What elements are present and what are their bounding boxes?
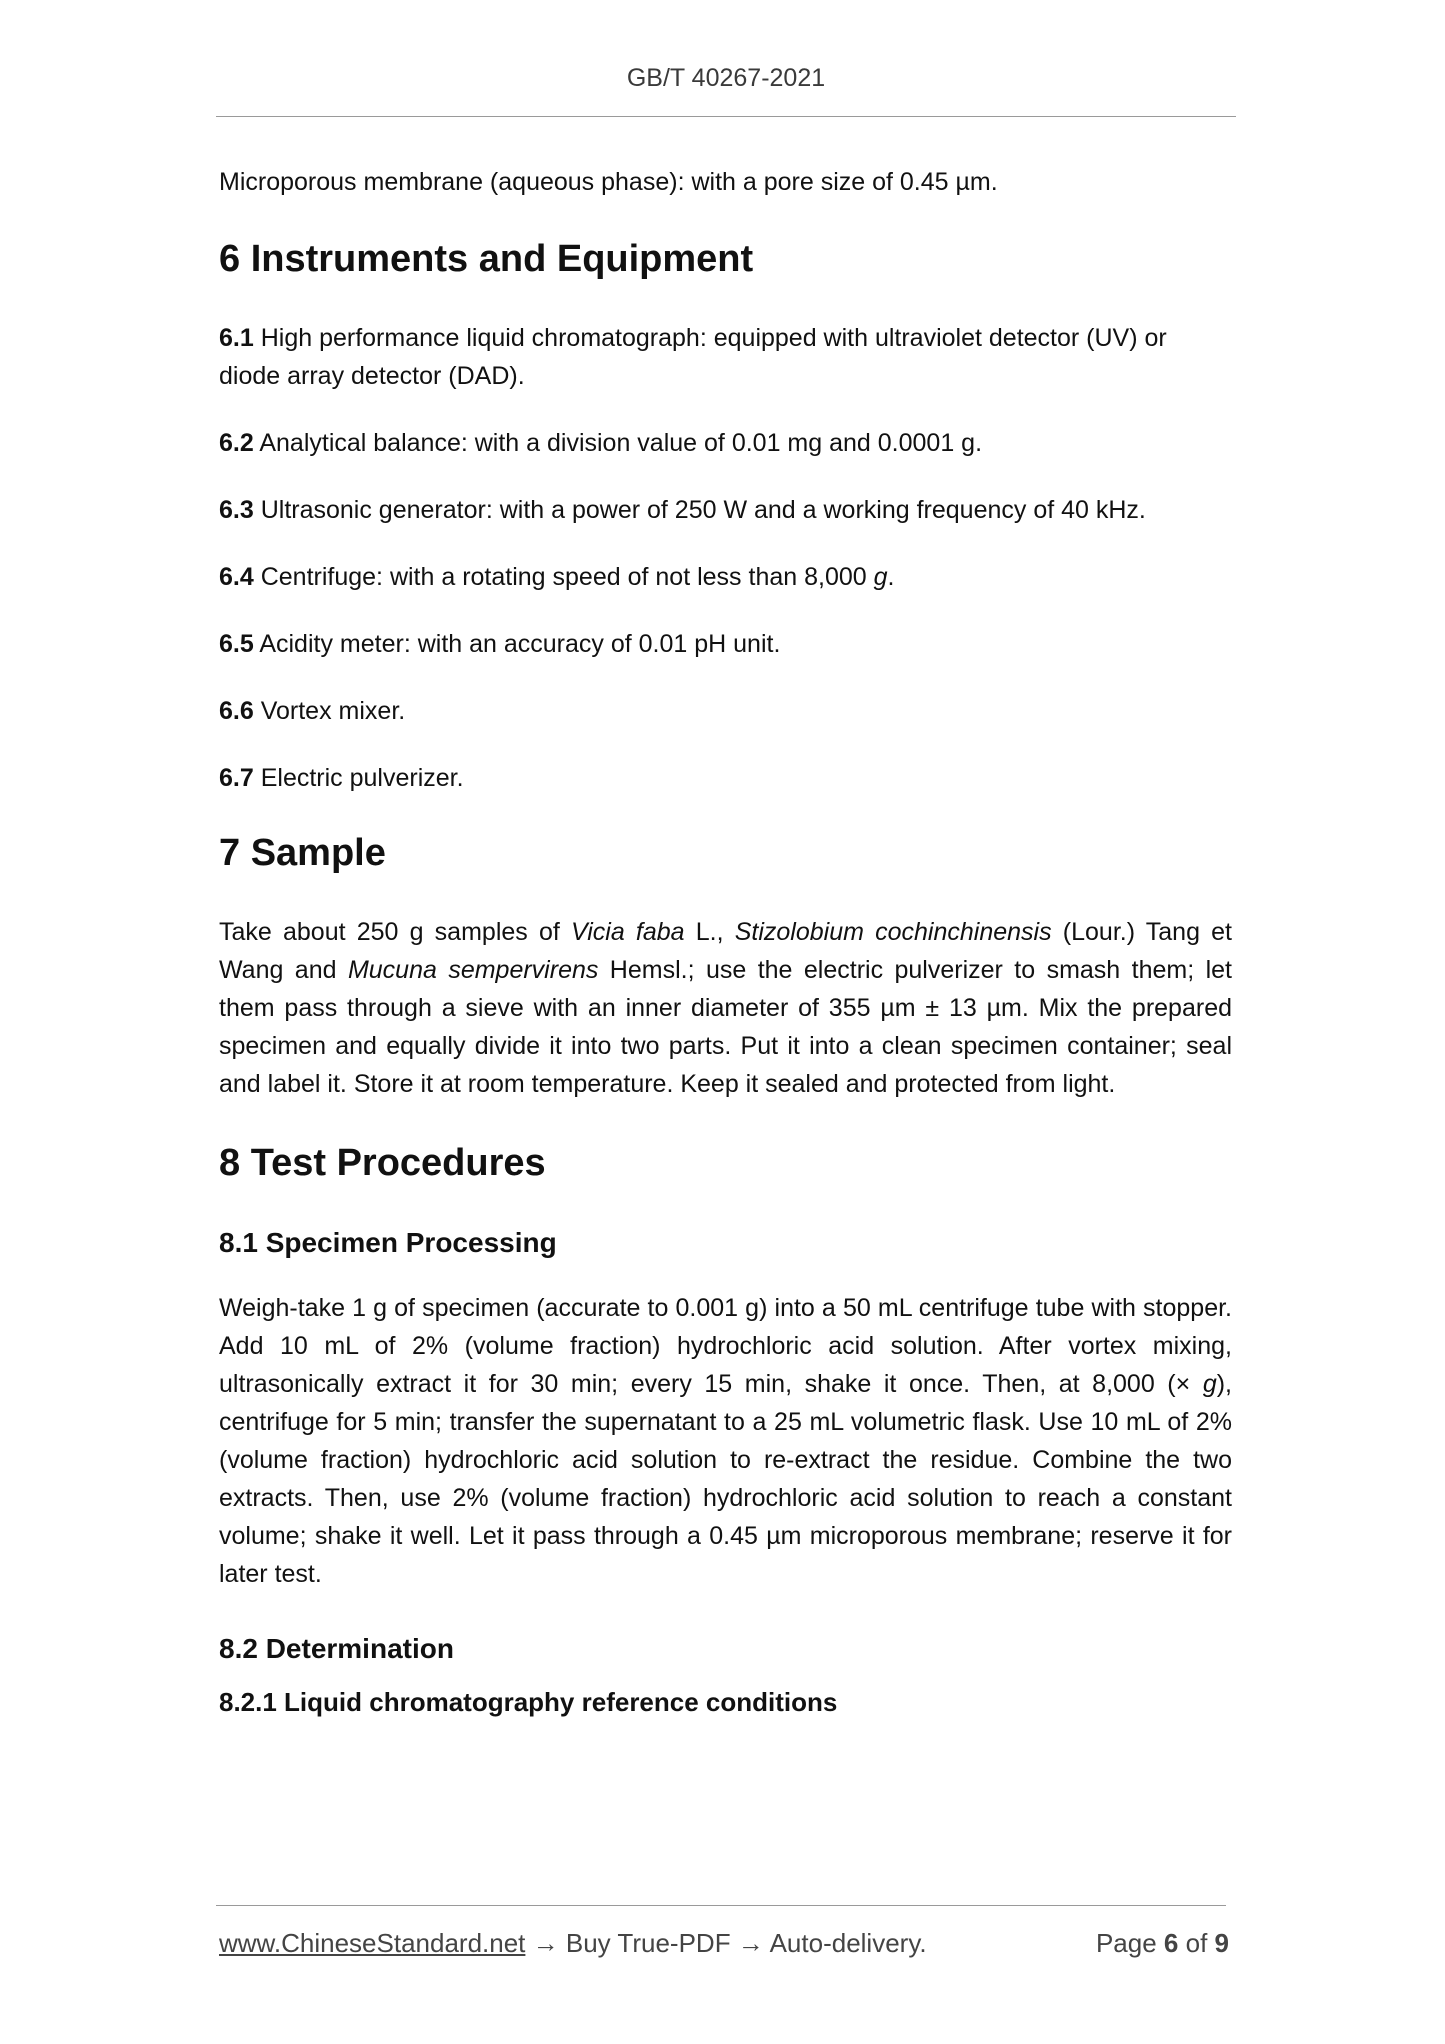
page-label: Page: [1095, 1928, 1157, 1958]
item-number: 6.2: [219, 429, 254, 457]
item-text: Electric pulverizer.: [253, 764, 464, 792]
subsection-8-1-title: 8.1 Specimen Processing: [219, 1227, 557, 1258]
page-indicator: [1096, 1928, 1229, 1959]
text-run: Take about 250 g samples of: [219, 918, 571, 946]
list-item: [219, 625, 1232, 663]
item-number: 6.5: [219, 630, 254, 658]
page-content: [219, 163, 1232, 1721]
species-name: Stizolobium cochinchinensis: [734, 918, 1052, 946]
text-run: Weigh-take 1 g of specimen (accurate to 0.001 g) into a 50 mL centrifuge tube with stopper. Add 10 mL of 2% (volume fraction) hydrochloric acid solution. After vortex mixing, ultrasonically extract it for 30 min; every 15 min, shake it once. Then, at 8,000 (×: [219, 1294, 1232, 1398]
section-8-title: 8 Test Procedures: [219, 1142, 546, 1184]
list-item: [219, 319, 1232, 395]
subsection-8-2-1-title: 8.2.1 Liquid chromatography reference conditions: [219, 1687, 838, 1717]
footer-divider: [216, 1905, 1226, 1906]
item-number: 6.4: [219, 563, 254, 591]
text-run: (Lour.) Tang et Wang and: [219, 918, 1232, 984]
item-text: Analytical balance: with a division value of 0.01 mg and 0.0001 g.: [253, 429, 983, 457]
list-item: [219, 759, 1232, 797]
site-link[interactable]: www.ChineseStandard.net: [219, 1928, 526, 1958]
page-total: 9: [1214, 1928, 1229, 1958]
species-name: Vicia faba: [570, 918, 685, 946]
section-6-title: 6 Instruments and Equipment: [219, 238, 754, 280]
list-item: [219, 491, 1232, 529]
text-run: ), centrifuge for 5 min; transfer the supernatant to a 25 mL volumetric flask. Use 10 mL of 2% (volume fraction) hydrochloric acid solution to re-extract the residue. Combine the two extracts. Then, use 2% (volume fraction) hydrochloric acid solution to reach a constant volume; shake it well. Let it pass through a 0.45 µm microporous membrane; reserve it for later test.: [219, 1370, 1232, 1588]
delivery-text: Auto-delivery.: [763, 1928, 927, 1958]
species-name: Mucuna sempervirens: [347, 956, 599, 984]
item-text: Acidity meter: with an accuracy of 0.01 pH unit.: [253, 630, 781, 658]
header-divider: [216, 116, 1236, 117]
subsection-8-2-title: 8.2 Determination: [219, 1633, 454, 1664]
text-run: Hemsl.; use the electric pulverizer to smash them; let them pass through a sieve with an inner diameter of 355 µm ± 13 µm. Mix the prepared specimen and equally divide it into two parts. Put it into a clean specimen container; seal and label it. Store it at room temperature. Keep it sealed and protected from light.: [219, 956, 1232, 1098]
section-7-title: 7 Sample: [219, 832, 386, 874]
item-text: High performance liquid chromatograph: equipped with ultraviolet detector (UV) or diode array detector (DAD).: [219, 324, 1167, 390]
page-footer: [219, 1928, 1229, 1959]
buy-text: Buy True-PDF: [558, 1928, 738, 1958]
list-item: [219, 692, 1232, 730]
item-text-tail: .: [887, 563, 895, 591]
text-run: L.,: [684, 918, 735, 946]
of-label: of: [1185, 1928, 1208, 1958]
list-item: [219, 424, 1232, 462]
italic-unit: g: [1202, 1370, 1217, 1398]
document-code-header: GB/T 40267-2021: [626, 64, 826, 92]
item-text: Vortex mixer.: [253, 697, 406, 725]
arrow-icon: →: [532, 1928, 559, 1958]
sample-paragraph: [219, 913, 1232, 1103]
list-item: [219, 558, 1232, 596]
arrow-icon: →: [737, 1928, 764, 1958]
item-number: 6.3: [219, 496, 254, 524]
item-text: Centrifuge: with a rotating speed of not less than 8,000: [253, 563, 874, 591]
item-number: 6.7: [219, 764, 254, 792]
item-number: 6.6: [219, 697, 254, 725]
page-number: 6: [1163, 1928, 1179, 1958]
intro-line: Microporous membrane (aqueous phase): with a pore size of 0.45 µm.: [219, 168, 998, 196]
item-italic-unit: g: [873, 563, 888, 591]
item-number: 6.1: [219, 324, 254, 352]
specimen-processing-paragraph: [219, 1289, 1232, 1593]
item-text: Ultrasonic generator: with a power of 250 W and a working frequency of 40 kHz.: [253, 496, 1146, 524]
